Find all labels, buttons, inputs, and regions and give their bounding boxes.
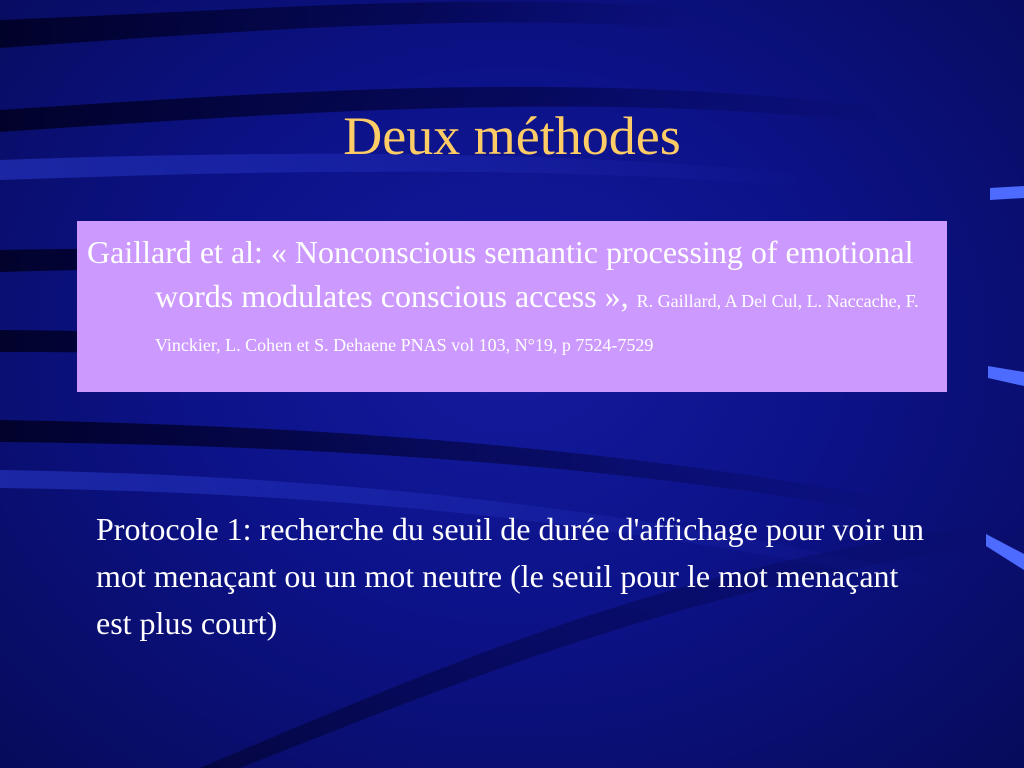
protocol-text: Protocole 1: recherche du seuil de durée d'affichage pour voir un mot menaçant ou un mot neutre (le seuil pour le mot menaçant est plus court) [96,511,924,641]
reference-box [77,221,947,392]
reference-title: Gaillard et al: « Nonconscious semantic processing of emotional words modulates conscious access », [87,234,914,314]
accent-mark-middle [988,362,1024,388]
slide-title: Deux méthodes [343,106,681,166]
accent-mark-bottom [986,530,1024,570]
reference-authors: R. Gaillard, A Del Cul, L. Naccache, F. Vinckier, L. Cohen et S. Dehaene PNAS vol 103, N°19, p 7524-7529 [155,291,919,355]
accent-mark-top [990,184,1024,204]
reference-paragraph [87,230,927,362]
swoosh-band [0,1,700,48]
